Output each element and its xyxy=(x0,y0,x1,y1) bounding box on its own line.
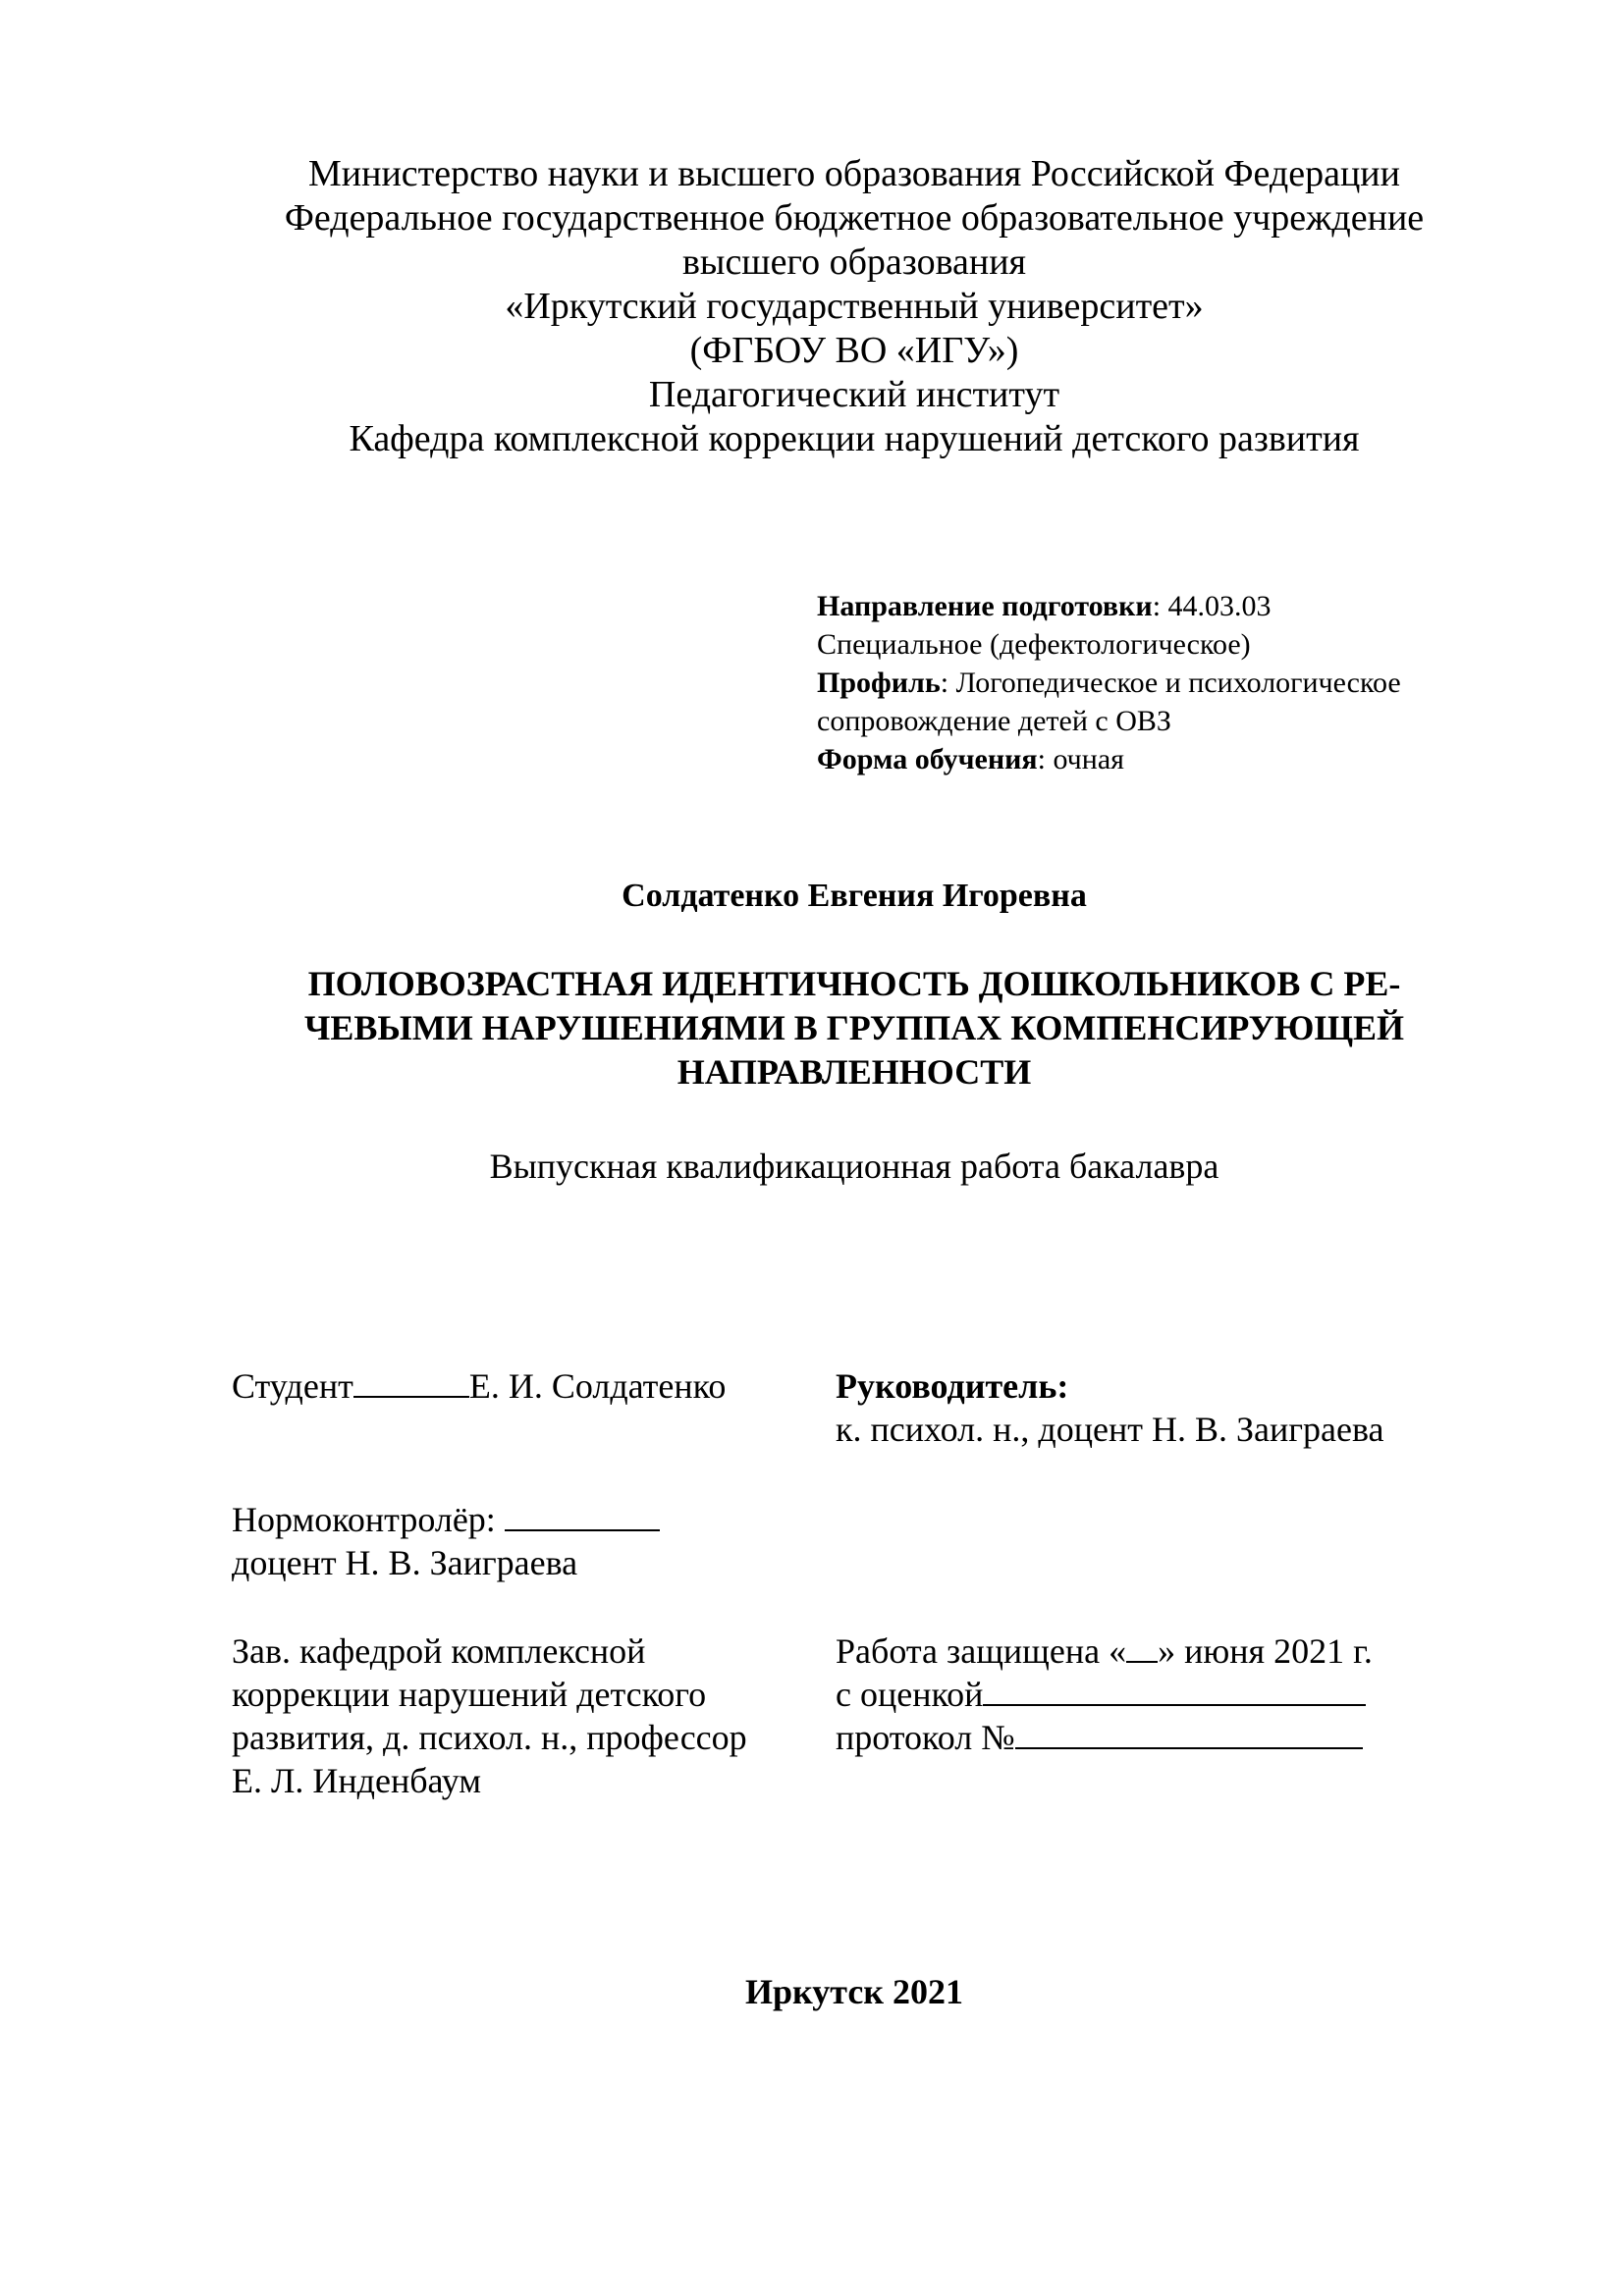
supervisor-block xyxy=(836,1364,1383,1451)
grade-label: с оценкой xyxy=(836,1675,984,1714)
head-line-2: коррекции нарушений детского xyxy=(232,1675,707,1714)
normcontrol-details: доцент Н. В. Заиграева xyxy=(232,1543,578,1582)
institution-header xyxy=(0,152,1624,461)
department-line: Кафедра комплексной коррекции нарушений детского развития xyxy=(349,418,1360,459)
defense-day-blank xyxy=(1126,1631,1158,1663)
study-form-line xyxy=(817,740,1401,778)
ministry-line: Министерство науки и высшего образования Российской Федерации xyxy=(308,153,1400,194)
profile-line xyxy=(817,664,1401,702)
institute-line: Педагогический институт xyxy=(648,374,1060,415)
thesis-title-line-2: ЧЕВЫМИ НАРУШЕНИЯМИ В ГРУППАХ КОМПЕНСИРУЮЩЕЙ xyxy=(303,1008,1405,1047)
defense-prefix: Работа защищена « xyxy=(836,1631,1127,1671)
direction-code: : 44.03.03 xyxy=(1152,590,1272,622)
defense-block xyxy=(836,1629,1373,1759)
protocol-blank xyxy=(1015,1718,1363,1749)
program-info xyxy=(817,587,1401,778)
university-abbr-line: (ФГБОУ ВО «ИГУ») xyxy=(689,330,1019,371)
work-type: Выпускная квалификационная работа бакалавра xyxy=(489,1147,1219,1186)
head-of-department-block xyxy=(232,1629,747,1802)
thesis-title-line-3: НАПРАВЛЕННОСТИ xyxy=(677,1052,1032,1092)
protocol-label: протокол № xyxy=(836,1718,1015,1757)
direction-name: Специальное (дефектологическое) xyxy=(817,628,1251,661)
institution-type-line: Федеральное государственное бюджетное образовательное учреждение xyxy=(284,197,1425,239)
defense-suffix: » июня 2021 г. xyxy=(1158,1631,1373,1671)
grade-blank xyxy=(983,1675,1366,1706)
normcontrol-signature-line xyxy=(505,1500,660,1531)
student-signature-block xyxy=(232,1364,726,1408)
profile-value-continued: сопровождение детей с ОВЗ xyxy=(817,705,1171,737)
supervisor-details: к. психол. н., доцент Н. В. Заиграева xyxy=(836,1410,1384,1449)
normcontrol-label: Нормоконтролёр: xyxy=(232,1500,505,1539)
normcontrol-block xyxy=(232,1498,660,1584)
head-line-3: развития, д. психол. н., профессор xyxy=(232,1718,747,1757)
direction-line xyxy=(817,587,1401,625)
university-name-line: «Иркутский государственный университет» xyxy=(505,286,1204,327)
direction-label: Направление подготовки xyxy=(817,590,1153,622)
thesis-title-line-1: ПОЛОВОЗРАСТНАЯ ИДЕНТИЧНОСТЬ ДОШКОЛЬНИКОВ С РЕ- xyxy=(307,964,1401,1003)
student-label: Студент xyxy=(232,1366,353,1406)
head-line-4: Е. Л. Инденбаум xyxy=(232,1761,482,1800)
profile-value: : Логопедическое и психологическое xyxy=(940,667,1401,699)
student-signature-line xyxy=(353,1366,469,1398)
student-name: Е. И. Солдатенко xyxy=(468,1366,727,1406)
head-line-1: Зав. кафедрой комплексной xyxy=(232,1631,646,1671)
study-form-label: Форма обучения xyxy=(817,743,1038,775)
profile-label: Профиль xyxy=(817,667,941,699)
education-level-line: высшего образования xyxy=(681,241,1027,283)
city-year: Иркутск 2021 xyxy=(744,1972,964,2011)
author-name: Солдатенко Евгения Игоревна xyxy=(622,878,1087,914)
study-form-value: : очная xyxy=(1037,743,1124,775)
supervisor-label: Руководитель: xyxy=(836,1366,1069,1406)
thesis-title xyxy=(0,962,1624,1095)
